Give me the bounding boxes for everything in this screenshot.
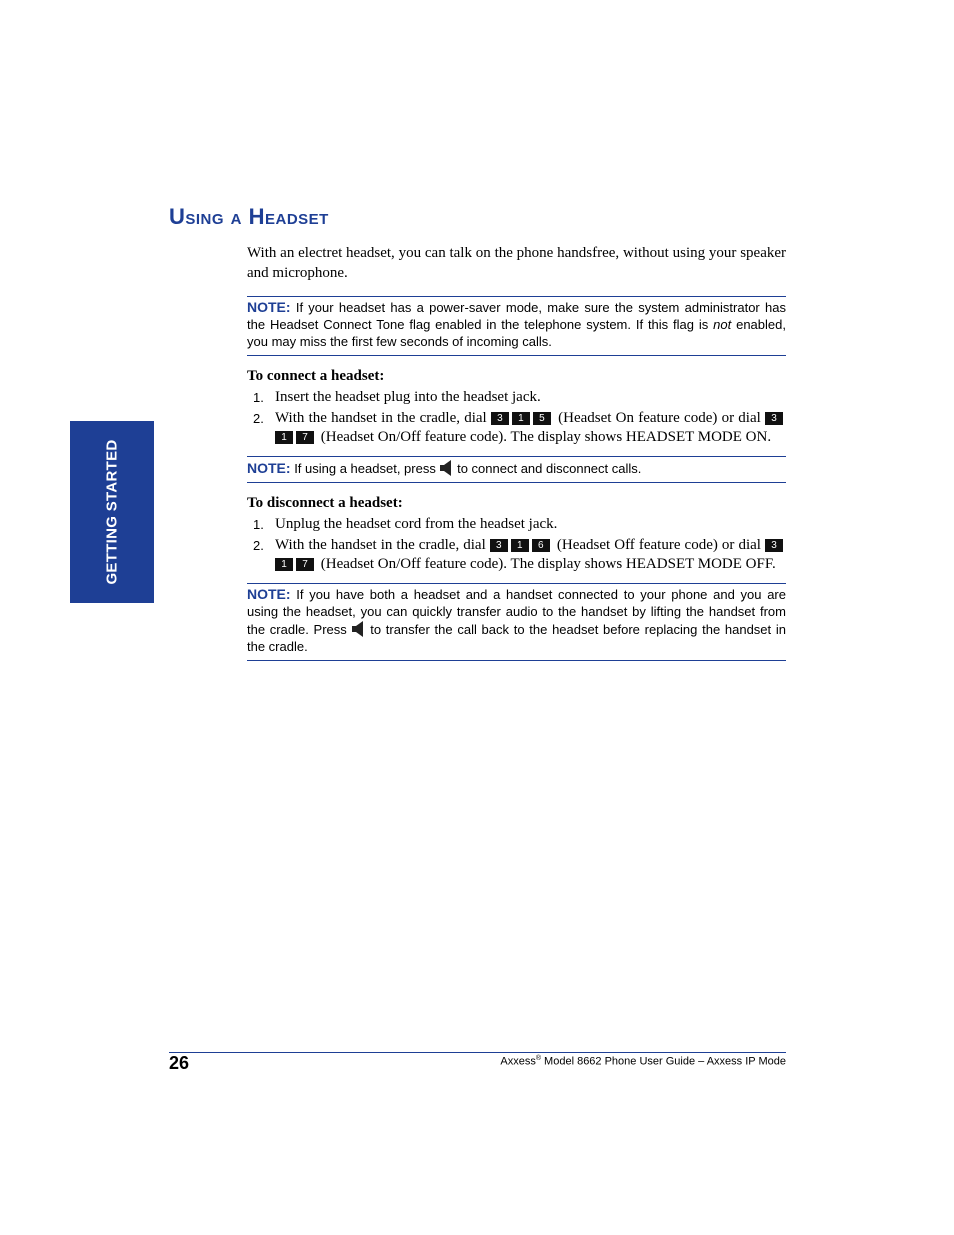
footer-title [500,1055,786,1068]
dial-key: 3 [765,412,783,425]
step-text: (Headset On/Off feature code). The display shows HEADSET MODE OFF. [320,556,776,572]
registered-mark: ® [535,1055,541,1062]
step-text: With the handset in the cradle, dial [275,410,487,426]
dial-key: 3 [765,539,783,552]
note-label: NOTE: [247,299,291,315]
page-heading: Using a Headset [169,204,329,229]
list-item [247,388,786,407]
dial-key: 5 [533,412,551,425]
dial-key: 1 [512,412,530,425]
intro-paragraph: With an electret headset, you can talk on the phone handsfree, without using your speaker and microphone. [247,245,786,281]
list-item [247,409,786,447]
speaker-icon [439,459,453,477]
footer-brand: Axxess [500,1055,536,1068]
note-text: to transfer the call back to the headset before replacing the handset in the cradle. [247,622,786,654]
content [247,244,786,661]
footer-rule [169,1052,786,1053]
connect-steps [247,388,786,447]
speaker-icon [351,620,365,638]
section-tab [70,421,154,603]
step-number: 1. [253,390,264,405]
note-text: enabled, you may miss the first few seconds of incoming calls. [247,317,786,349]
dial-key: 1 [511,539,529,552]
step-text: (Headset On/Off feature code). The display shows HEADSET MODE ON. [320,429,772,445]
note-text: If your headset has a power-saver mode, make sure the system administrator has the Headset Connect Tone flag enabled in the telephone system. If this flag is [247,300,786,332]
note-power-saver [247,296,786,356]
dial-key: 6 [532,539,550,552]
dial-key: 3 [491,412,509,425]
note-transfer-audio [247,583,786,661]
list-item [247,536,786,574]
note-text: If using a headset, press [294,461,436,476]
step-text: (Headset On feature code) or dial [558,410,761,426]
dial-key: 1 [275,431,293,444]
note-text: to connect and disconnect calls. [457,461,642,476]
connect-title: To connect a headset: [247,368,385,384]
step-text: With the handset in the cradle, dial [275,537,486,553]
note-emphasis: not [713,317,732,332]
step-text: Unplug the headset cord from the headset jack. [275,516,558,532]
step-number: 2. [253,411,264,426]
note-label: NOTE: [247,460,291,476]
dial-key: 3 [490,539,508,552]
dial-key: 7 [296,431,314,444]
page-number: 26 [169,1053,190,1073]
step-text: (Headset Off feature code) or dial [556,537,761,553]
section-tab-label: GETTING STARTED [103,439,121,585]
step-text: Insert the headset plug into the headset jack. [275,389,541,405]
dial-key: 7 [296,558,314,571]
note-headset-press [247,456,786,483]
note-text: If you have both a headset and a handset connected to your phone and you are using the headset, you can quickly transfer audio to the handset by lifting the handset from the cradle. Press [247,587,786,637]
step-number: 1. [253,517,264,532]
disconnect-steps [247,515,786,574]
footer-guide-title: Model 8662 Phone User Guide – Axxess IP Mode [541,1055,786,1068]
step-number: 2. [253,538,264,553]
dial-key: 1 [275,558,293,571]
disconnect-title: To disconnect a headset: [247,495,403,511]
note-label: NOTE: [247,586,291,602]
list-item [247,515,786,534]
